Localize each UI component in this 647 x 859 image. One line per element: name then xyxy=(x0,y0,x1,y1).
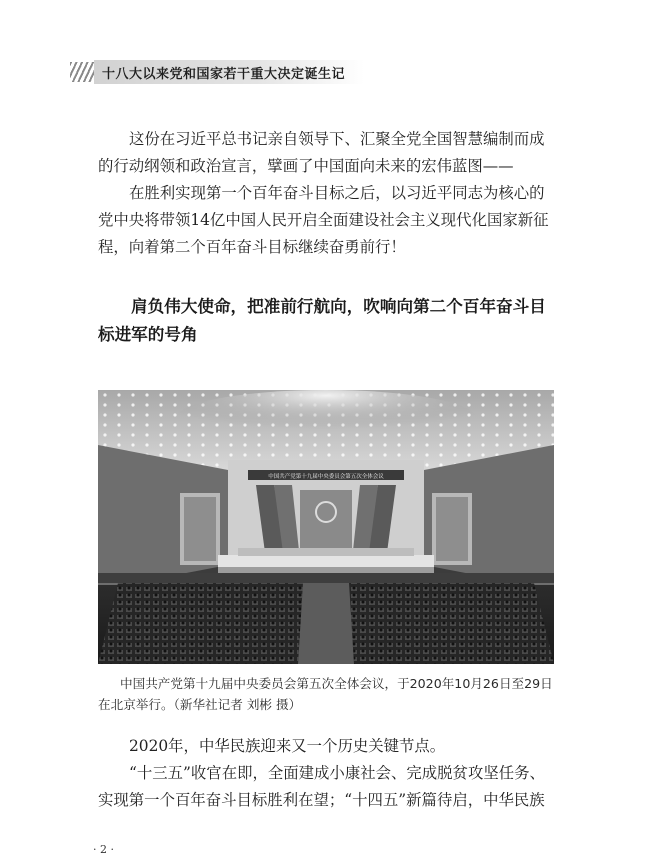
photo-illustration xyxy=(98,390,554,664)
running-header-title: 十八大以来党和国家若干重大决定诞生记 xyxy=(102,67,346,82)
header-stripes-decoration xyxy=(70,62,94,82)
paragraph-2: 在胜利实现第一个百年奋斗目标之后，以习近平同志为核心的党中央将带领14亿中国人民开启全面建设社会主义现代化国家新征程，向着第二个百年奋斗目标继续奋勇前行！ xyxy=(98,184,549,256)
photo-caption: 中国共产党第十九届中央委员会第五次全体会议，于2020年10月26日至29日在北京举行。（新华社记者 刘彬 摄） xyxy=(98,676,553,712)
paragraph-3: 2020年，中华民族迎来又一个历史关键节点。 xyxy=(129,737,446,755)
photo-banner-text: 中国共产党第十九届中央委员会第五次全体会议 xyxy=(268,474,384,480)
page-number: · 2 · xyxy=(93,843,114,856)
paragraph-1: 这份在习近平总书记亲自领导下、汇聚全党全国智慧编制而成的行动纲领和政治宣言，擘画了中国面向未来的宏伟蓝图—— xyxy=(98,130,545,175)
paragraph-4: “十三五”收官在即，全面建成小康社会、完成脱贫攻坚任务、实现第一个百年奋斗目标胜利在望；“十四五”新篇待启，中华民族 xyxy=(98,764,545,809)
plenary-session-photo xyxy=(98,390,554,664)
running-header xyxy=(70,60,370,84)
section-heading: 肩负伟大使命，把准前行航向，吹响向第二个百年奋斗目标进军的号角 xyxy=(98,297,546,344)
